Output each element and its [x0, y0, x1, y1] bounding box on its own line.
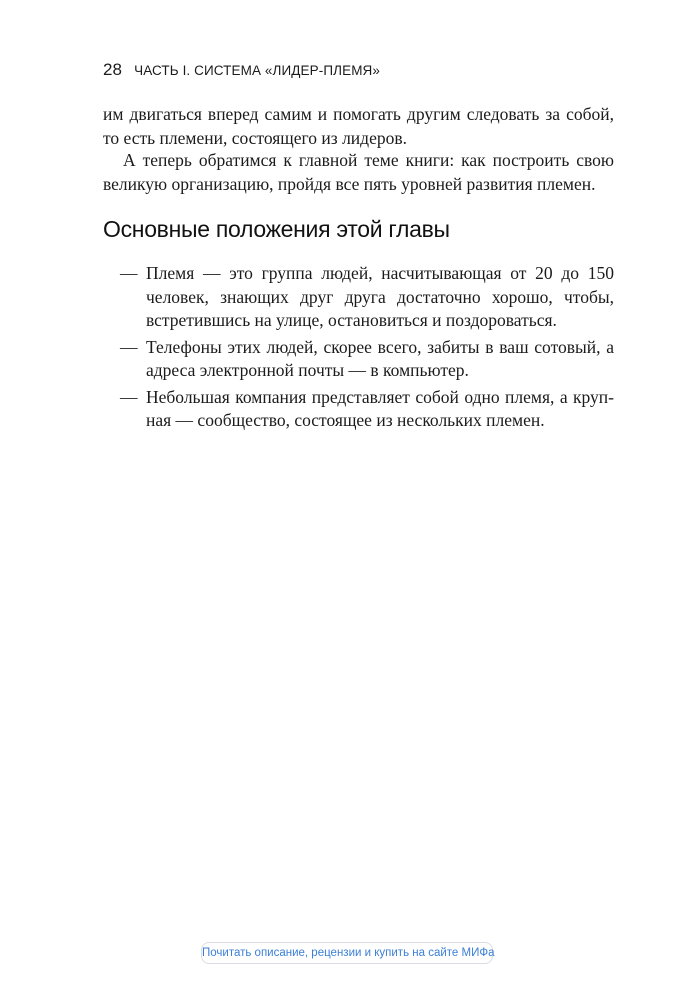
summary-item — [103, 386, 614, 433]
list-dash: — — [120, 386, 138, 407]
body-paragraph: им двигаться вперед самим и помогать другим следовать за собой, то есть племени, состоящего из лидеров. — [103, 104, 614, 148]
body-paragraph: А теперь обратимся к главной теме книги: как построить свою великую организацию, пройдя все пять уровней развития племен. — [103, 150, 614, 194]
running-head-title: ЧАСТЬ I. СИСТЕМА «ЛИДЕР-ПЛЕМЯ» — [134, 63, 381, 78]
page-number: 28 — [103, 60, 123, 79]
summary-list — [103, 262, 614, 436]
running-head — [103, 60, 380, 80]
summary-item-text: Племя — это группа людей, насчитывающая от 20 до 150 человек, знающих друг друга достаточно хорошо, чтобы, встретившись на улице, остановиться и поздороваться. — [146, 263, 614, 330]
list-dash: — — [120, 336, 138, 357]
summary-item-text: Телефоны этих людей, скорее всего, забиты в ваш сотовый, а адреса электронной почты — в компьютер. — [146, 336, 614, 380]
summary-item — [103, 262, 614, 333]
summary-item — [103, 336, 614, 383]
summary-heading: Основные положения этой главы — [103, 216, 450, 242]
promo-link[interactable]: Почитать описание, рецензии и купить на сайте МИФа — [201, 942, 493, 964]
summary-item-text: Небольшая компания представляет собой одно племя, а крупная — сообщество, состоящее из нескольких племен. — [146, 386, 614, 430]
list-dash: — — [120, 263, 138, 283]
